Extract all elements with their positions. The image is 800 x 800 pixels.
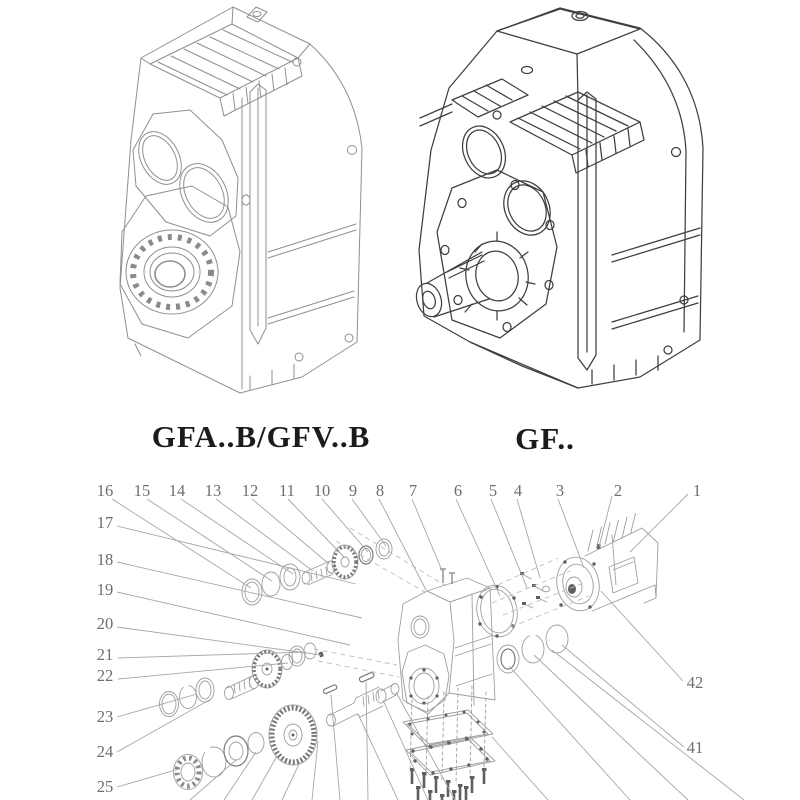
- assembly-guide-line: [314, 649, 397, 665]
- callout-number-11: 11: [279, 481, 295, 500]
- leader-line-16: [112, 499, 251, 588]
- gearbox-isometric-left: [120, 7, 362, 393]
- callout-number-21: 21: [96, 645, 114, 664]
- gearbox-isometric-right: [412, 8, 703, 388]
- leader-line: [312, 741, 318, 800]
- leader-line-24: [117, 699, 211, 752]
- callout-number-41: 41: [686, 738, 704, 757]
- output-shaft: [327, 684, 400, 727]
- assembly-guide-line: [511, 596, 589, 627]
- model-label-left: GFA..B/GFV..B: [151, 419, 371, 454]
- leader-line-15: [147, 499, 272, 581]
- callout-number-7: 7: [408, 481, 418, 500]
- callout-number-13: 13: [204, 481, 222, 500]
- leader-line-8: [379, 499, 426, 590]
- exploded-motor: [552, 514, 658, 615]
- callout-number-4: 4: [513, 481, 523, 500]
- leader-line-1: [630, 494, 688, 552]
- callout-number-6: 6: [453, 481, 463, 500]
- callout-number-2: 2: [613, 481, 623, 500]
- output-bearing-set: [497, 625, 568, 673]
- leader-line: [252, 756, 277, 800]
- gear-1: [332, 545, 358, 579]
- chamfer-post: [250, 84, 266, 344]
- hollow-shaft-bearing: [126, 230, 218, 314]
- callout-number-10: 10: [313, 481, 331, 500]
- leader-line-2: [599, 496, 612, 547]
- leader-line-17: [117, 526, 356, 584]
- callout-number-42: 42: [686, 673, 704, 692]
- leader-line-11: [288, 499, 344, 557]
- exploded-diagram: [97, 481, 744, 800]
- assembly-guide-line: [336, 541, 430, 595]
- key: [323, 684, 338, 694]
- callout-layer: [97, 481, 744, 800]
- callout-number-18: 18: [96, 550, 114, 569]
- callout-number-20: 20: [96, 614, 114, 633]
- model-label-right: GF..: [515, 421, 575, 456]
- leader-line-6: [456, 499, 500, 596]
- callout-number-12: 12: [241, 481, 259, 500]
- callout-number-8: 8: [375, 481, 385, 500]
- callout-number-17: 17: [96, 513, 114, 532]
- callout-number-5: 5: [488, 481, 498, 500]
- leader-line-18: [117, 562, 362, 618]
- callout-number-3: 3: [555, 481, 565, 500]
- leader-line-25: [117, 769, 179, 787]
- leader-line-14: [181, 499, 293, 574]
- output-shaft-assembly: [174, 672, 400, 790]
- leader-line-4: [517, 499, 540, 578]
- leader-line: [358, 714, 398, 800]
- callout-number-15: 15: [133, 481, 151, 500]
- terminal-box: [609, 557, 638, 593]
- cooling-fins: [150, 24, 298, 98]
- leader-line-42: [601, 591, 683, 681]
- leader-line-19: [117, 592, 350, 645]
- leader-line-7: [412, 499, 443, 573]
- input-bore: [130, 124, 190, 191]
- leader-line-5: [491, 499, 527, 588]
- callout-number-1: 1: [692, 481, 702, 500]
- leader-line: [224, 752, 256, 800]
- callout-number-25: 25: [96, 777, 114, 796]
- eyebolt-hole: [253, 12, 261, 17]
- snap-ring: [202, 747, 226, 777]
- leader-line: [366, 682, 368, 800]
- leader-line: [396, 692, 455, 800]
- leader-line: [492, 737, 548, 800]
- assembly-guide-line: [492, 571, 570, 603]
- leader-line-10: [322, 499, 368, 552]
- key: [359, 672, 375, 683]
- leader-line-41: [562, 645, 684, 747]
- input-shaft-assembly: [242, 539, 446, 605]
- oil-seal: [224, 736, 248, 766]
- leader-line: [282, 762, 300, 800]
- callout-number-24: 24: [96, 742, 114, 761]
- callout-number-14: 14: [168, 481, 186, 500]
- motor-pinion: [568, 584, 576, 594]
- bottom-cover: [406, 737, 495, 775]
- chamfer-post: [578, 92, 596, 370]
- snap-ring: [522, 635, 544, 663]
- leader-line: [534, 655, 688, 800]
- callout-number-23: 23: [96, 707, 114, 726]
- callout-number-16: 16: [96, 481, 114, 500]
- callout-number-19: 19: [96, 580, 114, 599]
- leader-line: [552, 650, 744, 800]
- leader-line-21: [118, 652, 306, 658]
- o-ring: [546, 625, 568, 653]
- callout-number-22: 22: [96, 666, 114, 685]
- callout-number-9: 9: [348, 481, 358, 500]
